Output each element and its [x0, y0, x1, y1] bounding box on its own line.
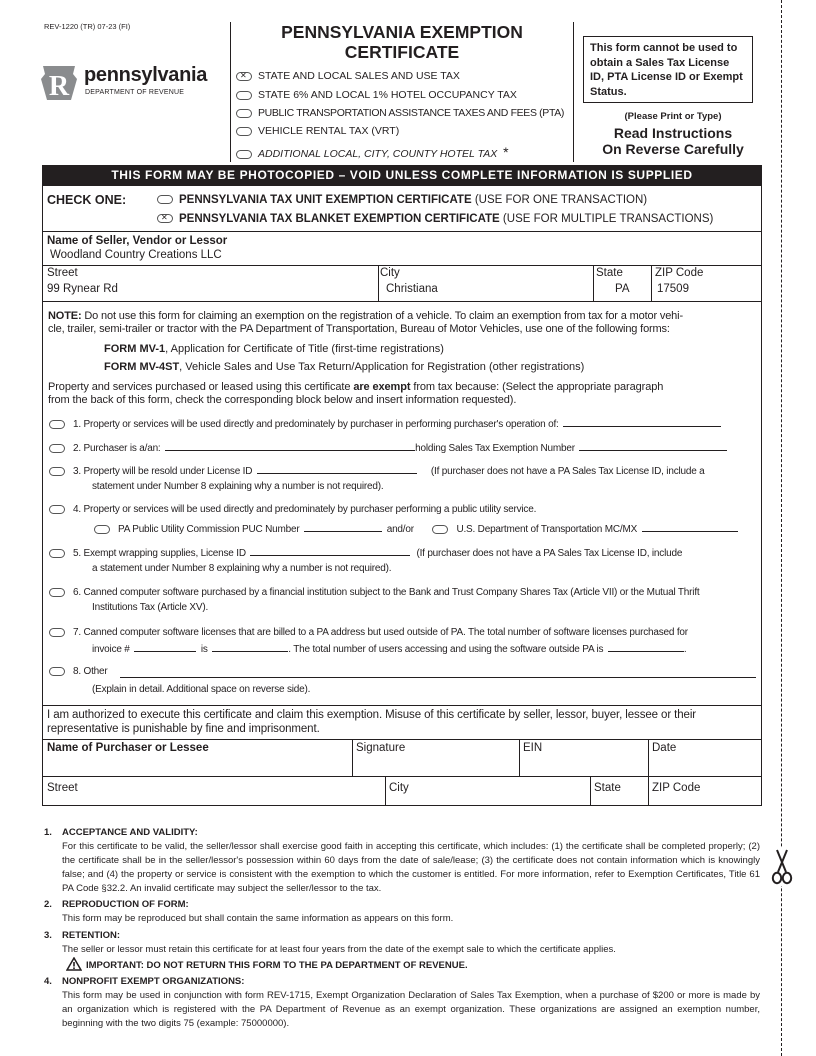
form-mv4st-line — [104, 361, 584, 373]
rule — [590, 776, 591, 805]
logo-name: pennsylvania — [84, 64, 208, 86]
operation-field[interactable] — [563, 417, 721, 427]
intro-pre: Property and services purchased or leased using this certificate — [48, 381, 354, 393]
seller-state-value[interactable]: PA — [615, 283, 630, 295]
seller-city-value[interactable]: Christiana — [386, 283, 438, 295]
checkbox-oval-icon[interactable] — [49, 467, 65, 476]
print-type: (Please Print or Type) — [624, 111, 722, 122]
checkbox-oval-icon[interactable] — [94, 525, 110, 534]
item-text: 6. Canned computer software purchased by a financial institution subject to the Bank and Trust Company Shares Tax (Article VII) or the Mutual Thrift — [73, 587, 700, 598]
item-3-continuation: statement under Number 8 explaining why a number is not required). — [92, 481, 384, 492]
notice-text: This form cannot be used to obtain a Sales Tax License ID, PTA License ID or Exempt Status. — [590, 42, 743, 98]
exemption-item-2[interactable] — [49, 441, 727, 454]
page-title — [232, 22, 572, 62]
invoice-number-field[interactable] — [134, 642, 196, 652]
purchaser-name-label: Name of Purchaser or Lessee — [47, 742, 209, 754]
item-5-continuation: a statement under Number 8 explaining why a number is not required). — [92, 563, 392, 574]
seller-city-label: City — [380, 267, 400, 279]
instruction-2 — [44, 898, 760, 926]
item-text: 7. Canned computer software licenses that are billed to a PA address but used outside of PA. The total number of software licenses purchased for — [73, 627, 688, 638]
exemption-item-7[interactable] — [49, 627, 688, 638]
item-text: (If purchaser does not have a PA Sales Tax License ID, include a — [430, 466, 705, 477]
tax-type-pta[interactable] — [236, 107, 564, 119]
exemption-item-4[interactable] — [49, 504, 536, 515]
scissors-icon — [771, 848, 793, 886]
seller-state-label: State — [596, 267, 623, 279]
mv1-bold: FORM MV-1 — [104, 343, 166, 355]
seller-zip-value[interactable]: 17509 — [657, 283, 689, 295]
instruction-body: This form may be reproduced but shall contain the same information as appears on this form. — [62, 913, 454, 924]
tax-type-label: PUBLIC TRANSPORTATION ASSISTANCE TAXES AND FEES (PTA) — [258, 107, 565, 119]
keystone-logo-icon — [40, 64, 78, 102]
pa-revenue-logo — [40, 64, 208, 104]
tax-type-local-hotel[interactable] — [236, 144, 509, 160]
warning-text: IMPORTANT: DO NOT RETURN THIS FORM TO THE PA DEPARTMENT OF REVENUE. — [86, 960, 468, 971]
rule — [42, 301, 762, 302]
rule — [42, 776, 762, 777]
banner-text: THIS FORM MAY BE PHOTOCOPIED – VOID UNLESS COMPLETE INFORMATION IS SUPPLIED — [111, 168, 693, 182]
note-text: Do not use this form for claiming an exemption on the registration of a vehicle. To claim an exemption from tax for a motor vehi- — [81, 310, 683, 322]
item-text: and/or — [386, 524, 414, 535]
item-text: . The total number of users accessing and using the software outside PA is — [288, 644, 604, 655]
checkbox-oval-icon[interactable] — [236, 150, 252, 159]
rule — [42, 739, 762, 740]
rule — [42, 231, 762, 232]
option-note: (USE FOR ONE TRANSACTION) — [471, 194, 648, 206]
retention-warning — [44, 957, 760, 973]
header-divider-right — [573, 22, 574, 162]
checkbox-oval-icon[interactable] — [49, 549, 65, 558]
purchaser-zip-label: ZIP Code — [652, 782, 701, 794]
checkbox-oval-icon[interactable] — [236, 91, 252, 100]
authorization-line-2: representative is punishable by fine and imprisonment. — [47, 723, 320, 735]
exemption-item-1[interactable] — [49, 417, 721, 430]
instruction-heading: NONPROFIT EXEMPT ORGANIZATIONS: — [62, 976, 245, 987]
rule — [651, 265, 652, 301]
wrapping-license-field[interactable] — [250, 546, 410, 556]
seller-street-label: Street — [47, 267, 78, 279]
item-text: (If purchaser does not have a PA Sales Tax License ID, include — [416, 548, 683, 559]
item-text: 3. Property will be resold under License ID — [73, 466, 253, 477]
rule — [42, 265, 762, 266]
rule — [42, 705, 762, 706]
blanket-certificate-option[interactable] — [157, 213, 713, 225]
intro-line-2: from the back of this form, check the corresponding block below and insert information requested). — [48, 394, 517, 406]
checkbox-oval-icon[interactable] — [236, 72, 252, 81]
instruction-body: The seller or lessor must retain this certificate for at least four years from the date of the exempt sale to which the certificate applies. — [62, 944, 616, 955]
notice-box — [583, 36, 753, 103]
option-title: PENNSYLVANIA TAX UNIT EXEMPTION CERTIFICATE — [179, 194, 472, 206]
form-border-right — [761, 186, 762, 805]
authorization-line-1: I am authorized to execute this certificate and claim this exemption. Misuse of this certificate by seller, lessor, buyer, lessee or their — [47, 709, 697, 721]
item-text: U.S. Department of Transportation MC/MX — [456, 524, 638, 535]
item-8-continuation: (Explain in detail. Additional space on reverse side). — [92, 684, 311, 695]
user-count-field[interactable] — [608, 642, 684, 652]
svg-text:R: R — [48, 71, 70, 102]
purchaser-city-label: City — [389, 782, 409, 794]
seller-zip-label: ZIP Code — [655, 267, 704, 279]
checkbox-oval-icon[interactable] — [49, 444, 65, 453]
instruction-number: 2. — [44, 899, 52, 910]
purchaser-street-label: Street — [47, 782, 78, 794]
rule — [378, 265, 379, 301]
item-text: 2. Purchaser is a/an: — [73, 443, 161, 454]
property-intro — [48, 381, 663, 407]
instruction-1 — [44, 826, 760, 896]
license-id-field[interactable] — [257, 464, 417, 474]
check-one-label: CHECK ONE: — [47, 193, 127, 207]
item-text: 8. Other — [73, 666, 108, 677]
rule — [352, 739, 353, 776]
photocopy-banner — [42, 165, 762, 186]
purchaser-type-field[interactable] — [165, 441, 415, 451]
instruction-heading: REPRODUCTION OF FORM: — [62, 899, 189, 910]
checkbox-oval-icon[interactable] — [236, 127, 252, 136]
item-text: 4. Property or services will be used directly and predominately by purchaser performing a public utility service. — [73, 504, 537, 515]
rule — [648, 739, 649, 776]
instruction-body: This form may be used in conjunction with form REV-1715, Exempt Organization Declaration of Sales Tax Exemption, when a purchase of $200 or more is made by an organization which is registered with the PA Department of Revenue as an exempt organization. These organizations are assigned an exemption number, beginning with the two digits 75 (example: 75000000). — [62, 990, 760, 1029]
rule — [593, 265, 594, 301]
instruction-heading: RETENTION: — [62, 930, 121, 941]
instruction-number: 1. — [44, 827, 52, 838]
instruction-3 — [44, 929, 760, 973]
exemption-item-3[interactable] — [49, 464, 705, 477]
tax-type-hotel-occupancy[interactable] — [236, 89, 517, 101]
seller-name-value[interactable]: Woodland Country Creations LLC — [50, 249, 222, 261]
read-instructions: Read Instructions — [613, 125, 733, 141]
checkbox-oval-icon[interactable] — [49, 628, 65, 637]
item-text: 1. Property or services will be used directly and predominately by purchaser in performing purchaser's operation of: — [73, 419, 559, 430]
tax-type-label: ADDITIONAL LOCAL, CITY, COUNTY HOTEL TAX — [258, 148, 498, 160]
item-4-subline[interactable] — [94, 522, 738, 535]
mv4-text: , Vehicle Sales and Use Tax Return/Application for Registration (other registrations) — [179, 361, 585, 373]
item-text: 5. Exempt wrapping supplies, License ID — [73, 548, 246, 559]
rule — [385, 776, 386, 805]
exemption-number-field[interactable] — [579, 441, 727, 451]
asterisk: * — [503, 144, 509, 160]
license-count-field[interactable] — [212, 642, 288, 652]
exemption-item-5[interactable] — [49, 546, 682, 559]
tax-type-label: STATE AND LOCAL SALES AND USE TAX — [258, 70, 460, 82]
note-text-2: cle, trailer, semi-trailer or tractor with the PA Department of Transportation, Bureau of Motor Vehicles, use one of the following forms: — [48, 323, 670, 335]
puc-number-field[interactable] — [304, 522, 382, 532]
seller-name-label: Name of Seller, Vendor or Lessor — [47, 235, 228, 247]
other-explain-field[interactable] — [120, 677, 756, 678]
checkbox-oval-icon[interactable] — [49, 505, 65, 514]
intro-post: from tax because: (Select the appropriate paragraph — [410, 381, 664, 393]
authorization-statement — [47, 708, 696, 736]
item-text: . — [683, 644, 687, 655]
form-border-bottom — [42, 805, 762, 806]
mv1-text: , Application for Certificate of Title (first-time registrations) — [165, 343, 444, 355]
checkbox-oval-icon[interactable] — [49, 667, 65, 676]
checkbox-oval-icon[interactable] — [157, 195, 173, 204]
intro-bold: are exempt — [353, 381, 411, 393]
instruction-number: 3. — [44, 930, 52, 941]
item-text: holding Sales Tax Exemption Number — [415, 443, 575, 454]
tax-type-vrt[interactable] — [236, 125, 399, 137]
item-7-continuation — [92, 642, 686, 655]
ein-label: EIN — [523, 742, 543, 754]
checkbox-oval-icon[interactable] — [432, 525, 448, 534]
on-reverse: On Reverse Carefully — [602, 141, 744, 157]
checkbox-oval-icon[interactable] — [236, 109, 252, 118]
tax-type-label: STATE 6% AND LOCAL 1% HOTEL OCCUPANCY TAX — [258, 89, 517, 101]
exemption-item-8[interactable] — [49, 666, 108, 677]
checkbox-oval-icon[interactable] — [157, 214, 173, 223]
rule — [519, 739, 520, 776]
checkbox-oval-icon[interactable] — [49, 420, 65, 429]
option-note: (USE FOR MULTIPLE TRANSACTIONS) — [499, 213, 714, 225]
logo-dept: DEPARTMENT OF REVENUE — [85, 89, 185, 96]
item-6-continuation: Institutions Tax (Article XV). — [92, 602, 209, 613]
item-text: invoice # — [92, 644, 130, 655]
date-label: Date — [652, 742, 677, 754]
exemption-item-6[interactable] — [49, 587, 699, 598]
seller-street-value[interactable]: 99 Rynear Rd — [47, 283, 118, 295]
cut-line — [781, 0, 782, 1056]
title-line-2: CERTIFICATE — [344, 42, 460, 62]
purchaser-state-label: State — [594, 782, 621, 794]
mc-mx-field[interactable] — [642, 522, 738, 532]
form-border-left — [42, 186, 43, 805]
instruction-4 — [44, 975, 760, 1031]
tax-type-label: VEHICLE RENTAL TAX (VRT) — [258, 125, 400, 137]
instruction-body: For this certificate to be valid, the seller/lessor shall exercise good faith in accepting this certificate, which includes: (1) the certificate shall be completed properly; (2) the certificate shall be in the seller/lessor's possession within 60 days from the date of sale/lease; (3) the certificate does not contain information which is knowingly false; and (4) the property or service is consistent with the exemption to which the customer is entitled. For more information, refer to Exemption Certificates, Title 61 PA Code §32.2. An invalid certificate may subject the seller/lessor to the tax. — [62, 841, 760, 894]
instruction-heading: ACCEPTANCE AND VALIDITY: — [62, 827, 198, 838]
checkbox-oval-icon[interactable] — [49, 588, 65, 597]
option-title: PENNSYLVANIA TAX BLANKET EXEMPTION CERTIFICATE — [179, 213, 500, 225]
vehicle-note — [48, 310, 683, 336]
item-text: PA Public Utility Commission PUC Number — [118, 524, 300, 535]
warning-icon — [66, 957, 82, 971]
header-divider-left — [230, 22, 231, 162]
tax-type-sales-use[interactable] — [236, 70, 460, 82]
rule — [648, 776, 649, 805]
title-line-1: PENNSYLVANIA EXEMPTION — [281, 22, 523, 42]
mv4-bold: FORM MV-4ST — [104, 361, 180, 373]
form-mv1-line — [104, 343, 444, 355]
signature-label: Signature — [356, 742, 406, 754]
instruction-number: 4. — [44, 976, 52, 987]
form-id: REV-1220 (TR) 07-23 (FI) — [44, 22, 131, 31]
note-bold: NOTE: — [48, 310, 82, 322]
unit-certificate-option[interactable] — [157, 194, 647, 206]
item-text: is — [200, 644, 208, 655]
